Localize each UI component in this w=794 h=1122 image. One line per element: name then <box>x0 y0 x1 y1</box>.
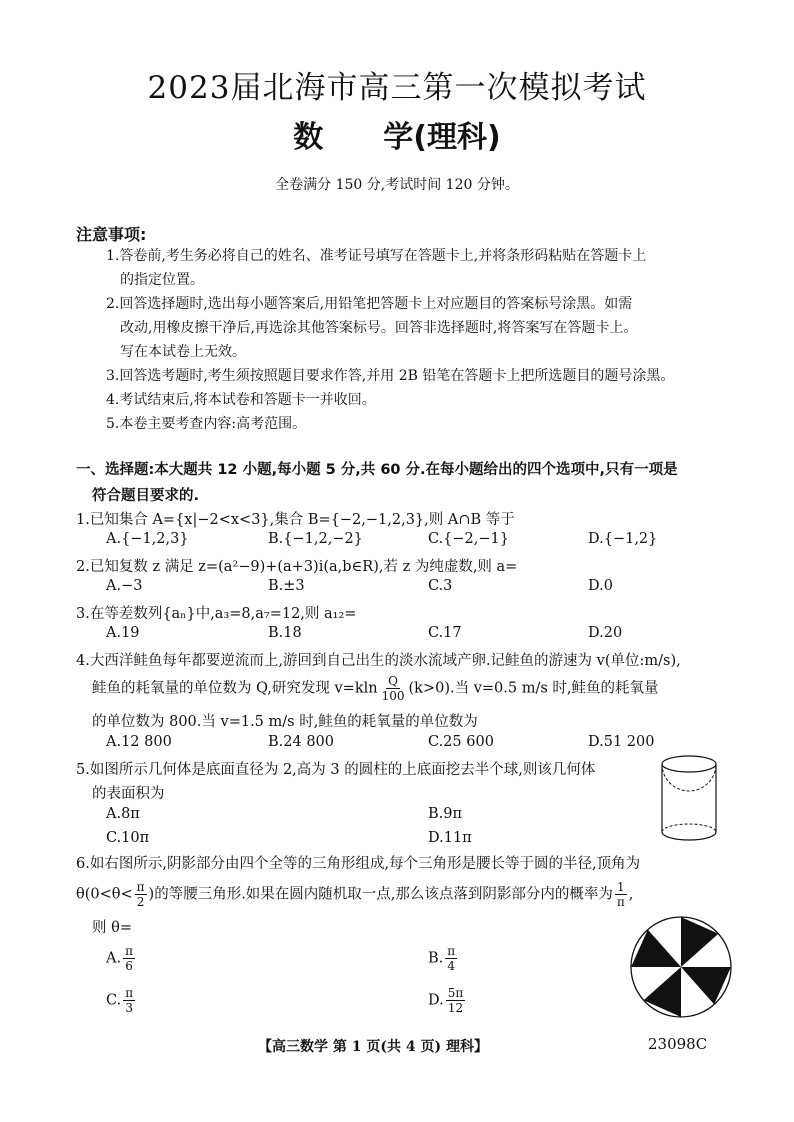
subject-title <box>0 112 794 156</box>
option-a <box>106 944 137 973</box>
question-stem-cont: 则 θ= <box>92 920 132 936</box>
option-a: A.8π <box>106 806 140 822</box>
option-a: A.19 <box>106 625 140 641</box>
notice-line: 5.本卷主要考查内容:高考范围。 <box>106 416 307 432</box>
option-a: A.12 800 <box>106 734 172 750</box>
notice-heading: 注意事项: <box>76 225 147 244</box>
option-b: B.±3 <box>268 578 305 594</box>
section-heading-cont: 符合题目要求的. <box>92 488 200 504</box>
option-c: C.25 600 <box>428 734 494 750</box>
exam-title: 2023届北海市高三第一次模拟考试 <box>147 70 647 106</box>
option-d: D.51 200 <box>588 734 655 750</box>
q6-range-fraction <box>135 880 147 909</box>
exam-code: 23098C <box>648 1035 708 1053</box>
exam-meta: 全卷满分 150 分,考试时间 120 分钟。 <box>275 177 519 193</box>
option-label: C. <box>106 992 122 1009</box>
frac-numerator: 1 <box>617 880 625 894</box>
option-d: D.20 <box>588 625 623 641</box>
notice-line: 1.答卷前,考生务必将自己的姓名、准考证号填写在答题卡上,并将条形码粘贴在答题卡上 <box>106 248 647 264</box>
option-label: B. <box>428 950 444 967</box>
option-d <box>428 986 467 1015</box>
notice-line: 改动,用橡皮擦干净后,再选涂其他答案标号。回答非选择题时,将答案写在答题卡上。 <box>120 320 638 336</box>
question-stem: 5.如图所示几何体是底面直径为 2,高为 3 的圆柱的上底面挖去半个球,则该几何体 <box>76 762 596 778</box>
frac-denominator: 4 <box>447 959 456 973</box>
q4-text-a: 鲑鱼的耗氧量的单位数为 Q,研究发现 v=kln <box>92 680 378 697</box>
frac-numerator: 5π <box>447 986 464 1000</box>
option-fraction <box>445 944 457 973</box>
notice-line: 写在本试卷上无效。 <box>120 344 246 360</box>
option-d: D.{−1,2} <box>588 531 658 547</box>
question-stem: 4.大西洋鲑鱼每年都要逆流而上,游回到自己出生的淡水流域产卵.记鲑鱼的游速为 v(单位:m/s), <box>76 653 681 669</box>
option-b <box>428 944 459 973</box>
option-fraction <box>123 944 135 973</box>
question-stem: 6.如右图所示,阴影部分由四个全等的三角形组成,每个三角形是腰长等于圆的半径,顶角为 <box>76 856 641 872</box>
frac-numerator: Q <box>388 674 398 688</box>
cylinder-hemisphere-figure <box>658 752 720 844</box>
option-d: D.11π <box>428 830 472 846</box>
notice-line: 的指定位置。 <box>120 272 204 288</box>
option-b: B.{−1,2,−2} <box>268 531 363 547</box>
question-stem: 3.在等差数列{aₙ}中,a₃=8,a₇=12,则 a₁₂= <box>76 606 357 622</box>
question-stem-cont: 的单位数为 800.当 v=1.5 m/s 时,鲑鱼的耗氧量的单位数为 <box>92 714 478 730</box>
frac-denominator: 6 <box>125 959 133 973</box>
q6-prob-fraction <box>615 880 627 909</box>
option-fraction <box>123 986 135 1015</box>
notice-line: 3.回答选考题时,考生须按照题目要求作答,并用 2B 铅笔在答题卡上把所选题目的题号涂黑。 <box>106 368 675 384</box>
option-a: A.−3 <box>106 578 143 594</box>
question-stem-cont: 的表面积为 <box>92 786 165 802</box>
option-label: A. <box>106 950 122 967</box>
frac-numerator: π <box>125 986 134 1000</box>
frac-numerator: π <box>125 944 133 958</box>
notice-line: 2.回答选择题时,选出每小题答案后,用铅笔把答题卡上对应题目的答案标号涂黑。如需 <box>106 296 633 312</box>
question-stem: 2.已知复数 z 满足 z=(a²−9)+(a+3)i(a,b∈R),若 z 为纯虚数,则 a= <box>76 559 518 575</box>
frac-denominator: 2 <box>136 895 145 909</box>
section-heading: 一、选择题:本大题共 12 小题,每小题 5 分,共 60 分.在每小题给出的四个选项中,只有一项是 <box>76 462 678 478</box>
page-footer: 【高三数学 第 1 页(共 4 页) 理科】 <box>258 1039 488 1055</box>
q4-text-b: (k>0).当 v=0.5 m/s 时,鲑鱼的耗氧量 <box>408 680 659 697</box>
frac-denominator: 3 <box>125 1001 133 1015</box>
option-c: C.17 <box>428 625 462 641</box>
subject-right: 学(理科) <box>383 120 501 155</box>
frac-numerator: π <box>136 880 145 894</box>
option-fraction <box>446 986 466 1015</box>
option-b: B.9π <box>428 806 463 822</box>
option-c <box>106 986 137 1015</box>
subject-left: 数 <box>293 120 324 155</box>
question-stem-cont <box>92 674 659 703</box>
q6-text-a: θ(0<θ< <box>76 886 133 903</box>
option-b: B.24 800 <box>268 734 335 750</box>
question-stem: 1.已知集合 A={x|−2<x<3},集合 B={−2,−1,2,3},则 A∩B 等于 <box>76 512 515 528</box>
option-c: C.3 <box>428 578 453 594</box>
option-c: C.{−2,−1} <box>428 531 509 547</box>
option-c: C.10π <box>106 830 150 846</box>
shaded-circle-figure <box>628 914 734 1020</box>
q4-fraction <box>380 674 407 703</box>
option-d: D.0 <box>588 578 613 594</box>
option-b: B.18 <box>268 625 302 641</box>
notice-line: 4.考试结束后,将本试卷和答题卡一并收回。 <box>106 392 376 408</box>
question-stem-cont: θ(0<θ< $\frac{\pi}{2}$ )的等腰三角形.如果在圆内随机取一点,那么该点落到阴影部分内的概率为 $\frac{1}{\pi}$ , <box>76 880 634 909</box>
frac-denominator: π <box>616 895 625 909</box>
option-a: A.{−1,2,3} <box>106 531 189 547</box>
frac-denominator: 100 <box>381 689 405 703</box>
q6-text-b: )的等腰三角形.如果在圆内随机取一点,那么该点落到阴影部分内的概率为 <box>148 886 613 903</box>
frac-denominator: 12 <box>447 1001 464 1015</box>
option-label: D. <box>428 992 444 1009</box>
frac-numerator: π <box>447 944 456 958</box>
